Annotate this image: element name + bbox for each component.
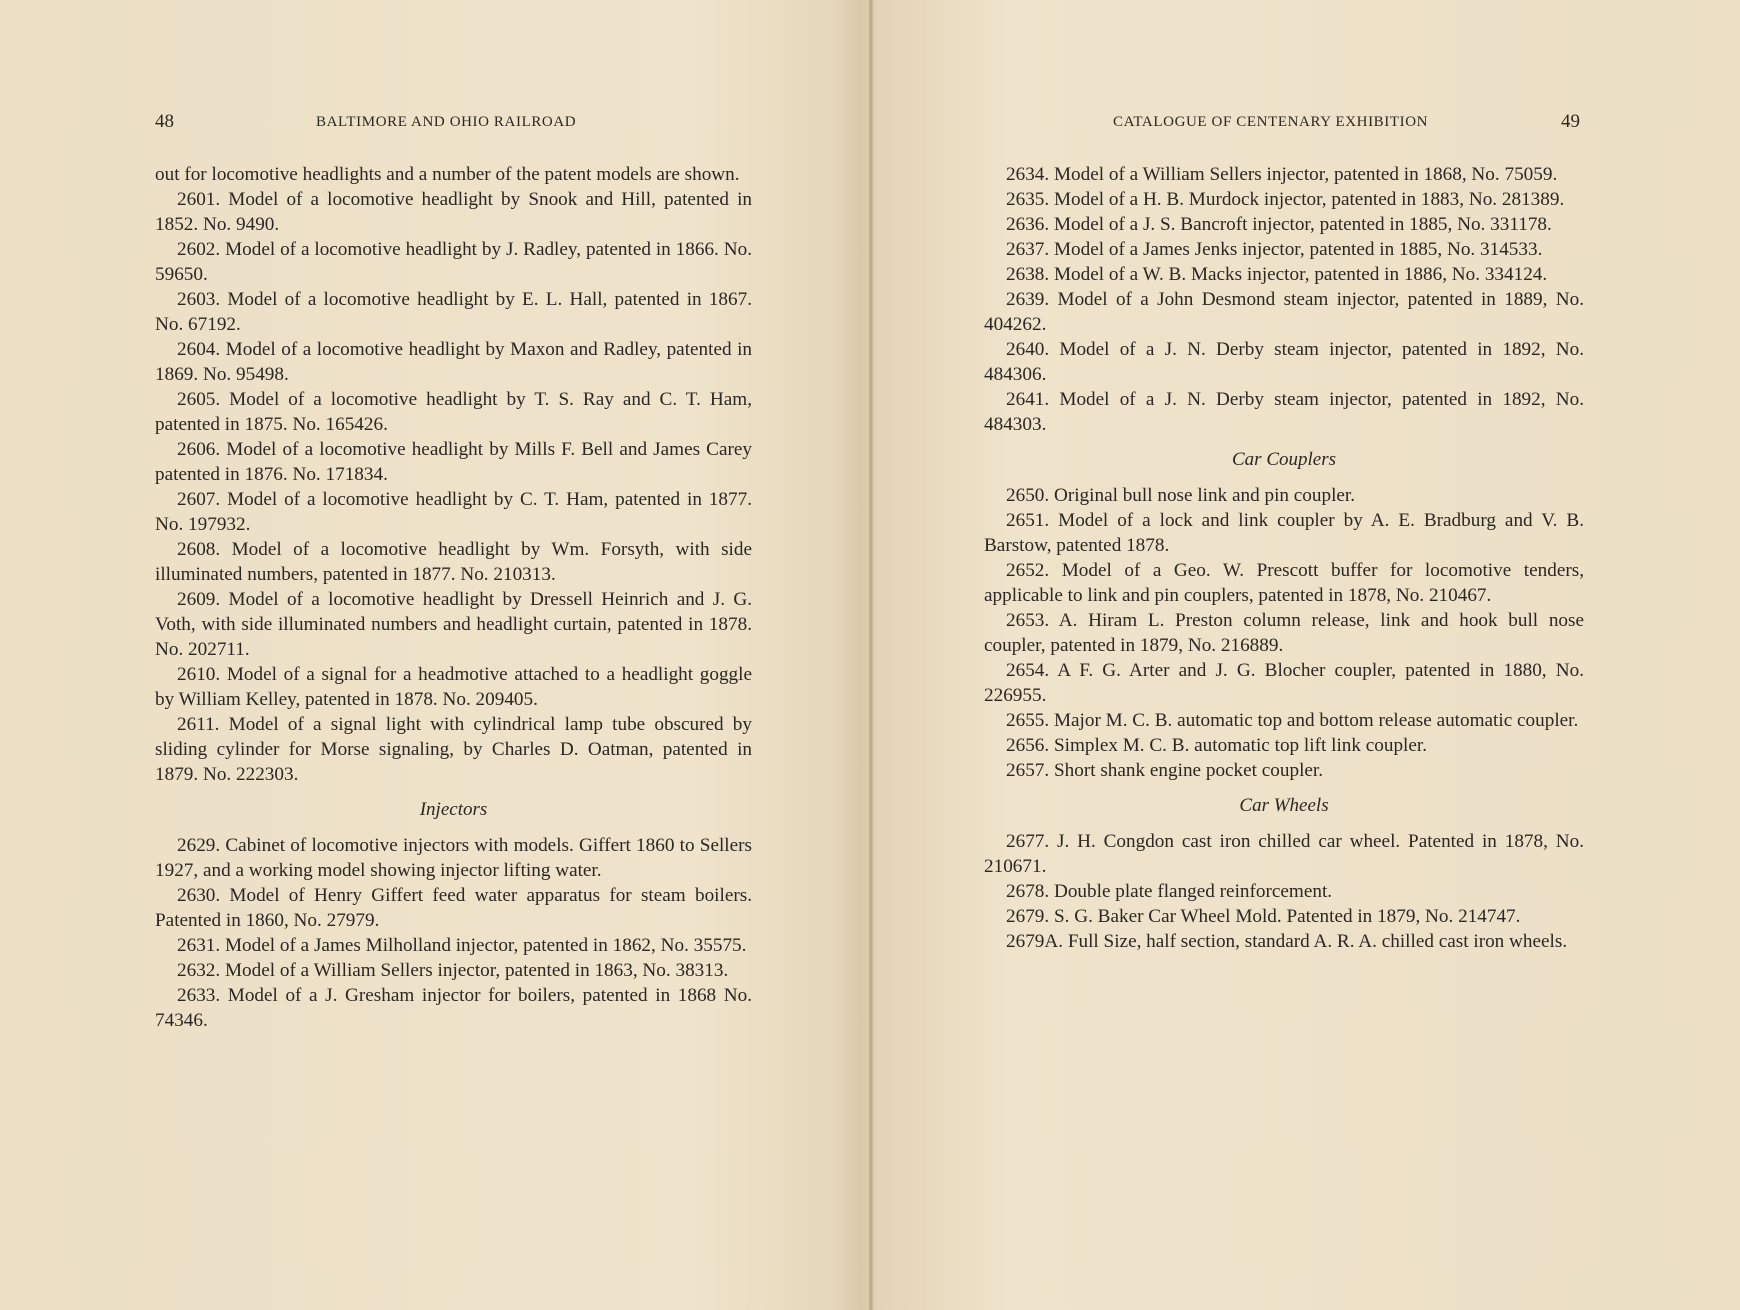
section-heading-injectors: Injectors xyxy=(419,799,488,820)
left-page xyxy=(0,0,868,1310)
catalog-entry: 2607. Model of a locomotive headlight by C. T. Ham, patented in 1877. No. 197932. xyxy=(155,489,752,535)
right-page-text xyxy=(984,162,1584,954)
catalog-entry: 2611. Model of a signal light with cylindrical lamp tube obscured by sliding cylinder for Morse signaling, by Charles D. Oatman, patented in 1879. No. 222303. xyxy=(155,714,752,785)
catalog-entry: 2630. Model of Henry Giffert feed water apparatus for steam boilers. Patented in 1860, No. 27979. xyxy=(155,885,752,931)
catalog-entry: 2633. Model of a J. Gresham injector for boilers, patented in 1868 No. 74346. xyxy=(155,985,752,1031)
catalog-entry: 2602. Model of a locomotive headlight by J. Radley, patented in 1866. No. 59650. xyxy=(155,239,752,285)
catalog-entry: 2631. Model of a James Milholland injector, patented in 1862, No. 35575. xyxy=(177,935,747,956)
catalog-entry: 2636. Model of a J. S. Bancroft injector, patented in 1885, No. 331178. xyxy=(1006,214,1552,235)
section-heading-car-wheels: Car Wheels xyxy=(1239,795,1329,816)
catalog-entry: 2652. Model of a Geo. W. Prescott buffer for locomotive tenders, applicable to link and pin couplers, patented in 1878, No. 210467. xyxy=(984,560,1584,606)
catalog-entry: 2654. A F. G. Arter and J. G. Blocher coupler, patented in 1880, No. 226955. xyxy=(984,660,1584,706)
right-page xyxy=(874,0,1740,1310)
catalog-entry: 2635. Model of a H. B. Murdock injector, patented in 1883, No. 281389. xyxy=(1006,189,1565,210)
catalog-entry: 2655. Major M. C. B. automatic top and bottom release automatic coupler. xyxy=(1006,710,1579,731)
catalog-entry: 2641. Model of a J. N. Derby steam injector, patented in 1892, No. 484303. xyxy=(984,389,1584,435)
left-running-head: BALTIMORE AND OHIO RAILROAD xyxy=(316,114,577,130)
catalog-entry: 2651. Model of a lock and link coupler by A. E. Bradburg and V. B. Barstow, patented 1878. xyxy=(984,510,1584,556)
section-heading-car-couplers: Car Couplers xyxy=(1232,449,1336,470)
catalog-entry: 2637. Model of a James Jenks injector, patented in 1885, No. 314533. xyxy=(1006,239,1543,260)
catalog-entry: 2634. Model of a William Sellers injector, patented in 1868, No. 75059. xyxy=(1006,164,1558,185)
catalog-entry: 2609. Model of a locomotive headlight by Dressell Heinrich and J. G. Voth, with side illuminated numbers and headlight curtain, patented in 1878. No. 202711. xyxy=(155,589,752,660)
catalog-entry: 2632. Model of a William Sellers injector, patented in 1863, No. 38313. xyxy=(177,960,729,981)
catalog-entry: 2629. Cabinet of locomotive injectors with models. Giffert 1860 to Sellers 1927, and a working model showing injector lifting water. xyxy=(155,835,752,881)
right-page-number: 49 xyxy=(1561,111,1580,132)
catalog-entry: 2639. Model of a John Desmond steam injector, patented in 1889, No. 404262. xyxy=(984,289,1584,335)
catalog-entry: 2610. Model of a signal for a headmotive attached to a headlight goggle by William Kelley, patented in 1878. No. 209405. xyxy=(155,664,752,710)
catalog-entry: 2606. Model of a locomotive headlight by Mills F. Bell and James Carey patented in 1876. No. 171834. xyxy=(155,439,752,485)
catalog-entry: 2679A. Full Size, half section, standard A. R. A. chilled cast iron wheels. xyxy=(1006,931,1568,952)
right-running-head: CATALOGUE OF CENTENARY EXHIBITION xyxy=(1113,114,1429,130)
left-page-text xyxy=(155,162,752,1033)
catalog-entry: 2640. Model of a J. N. Derby steam injector, patented in 1892, No. 484306. xyxy=(984,339,1584,385)
catalog-entry: 2601. Model of a locomotive headlight by Snook and Hill, patented in 1852. No. 9490. xyxy=(155,189,752,235)
catalog-entry: 2638. Model of a W. B. Macks injector, patented in 1886, No. 334124. xyxy=(1006,264,1548,285)
catalog-entry: 2657. Short shank engine pocket coupler. xyxy=(1006,760,1324,781)
catalog-entry: 2650. Original bull nose link and pin coupler. xyxy=(1006,485,1356,506)
left-page-number: 48 xyxy=(155,111,174,132)
catalog-entry: 2678. Double plate flanged reinforcement. xyxy=(1006,881,1333,902)
catalog-entry: 2679. S. G. Baker Car Wheel Mold. Patented in 1879, No. 214747. xyxy=(1006,906,1521,927)
continuation-paragraph: out for locomotive headlights and a number of the patent models are shown. xyxy=(155,164,740,185)
catalog-entry: 2604. Model of a locomotive headlight by Maxon and Radley, patented in 1869. No. 95498. xyxy=(155,339,752,385)
catalog-entry: 2603. Model of a locomotive headlight by E. L. Hall, patented in 1867. No. 67192. xyxy=(155,289,752,335)
catalog-entry: 2656. Simplex M. C. B. automatic top lift link coupler. xyxy=(1006,735,1428,756)
catalog-entry: 2653. A. Hiram L. Preston column release, link and hook bull nose coupler, patented in 1879, No. 216889. xyxy=(984,610,1584,656)
catalog-entry: 2605. Model of a locomotive headlight by T. S. Ray and C. T. Ham, patented in 1875. No. 165426. xyxy=(155,389,752,435)
catalog-entry: 2608. Model of a locomotive headlight by Wm. Forsyth, with side illuminated numbers, patented in 1877. No. 210313. xyxy=(155,539,752,585)
catalog-entry: 2677. J. H. Congdon cast iron chilled car wheel. Patented in 1878, No. 210671. xyxy=(984,831,1584,877)
